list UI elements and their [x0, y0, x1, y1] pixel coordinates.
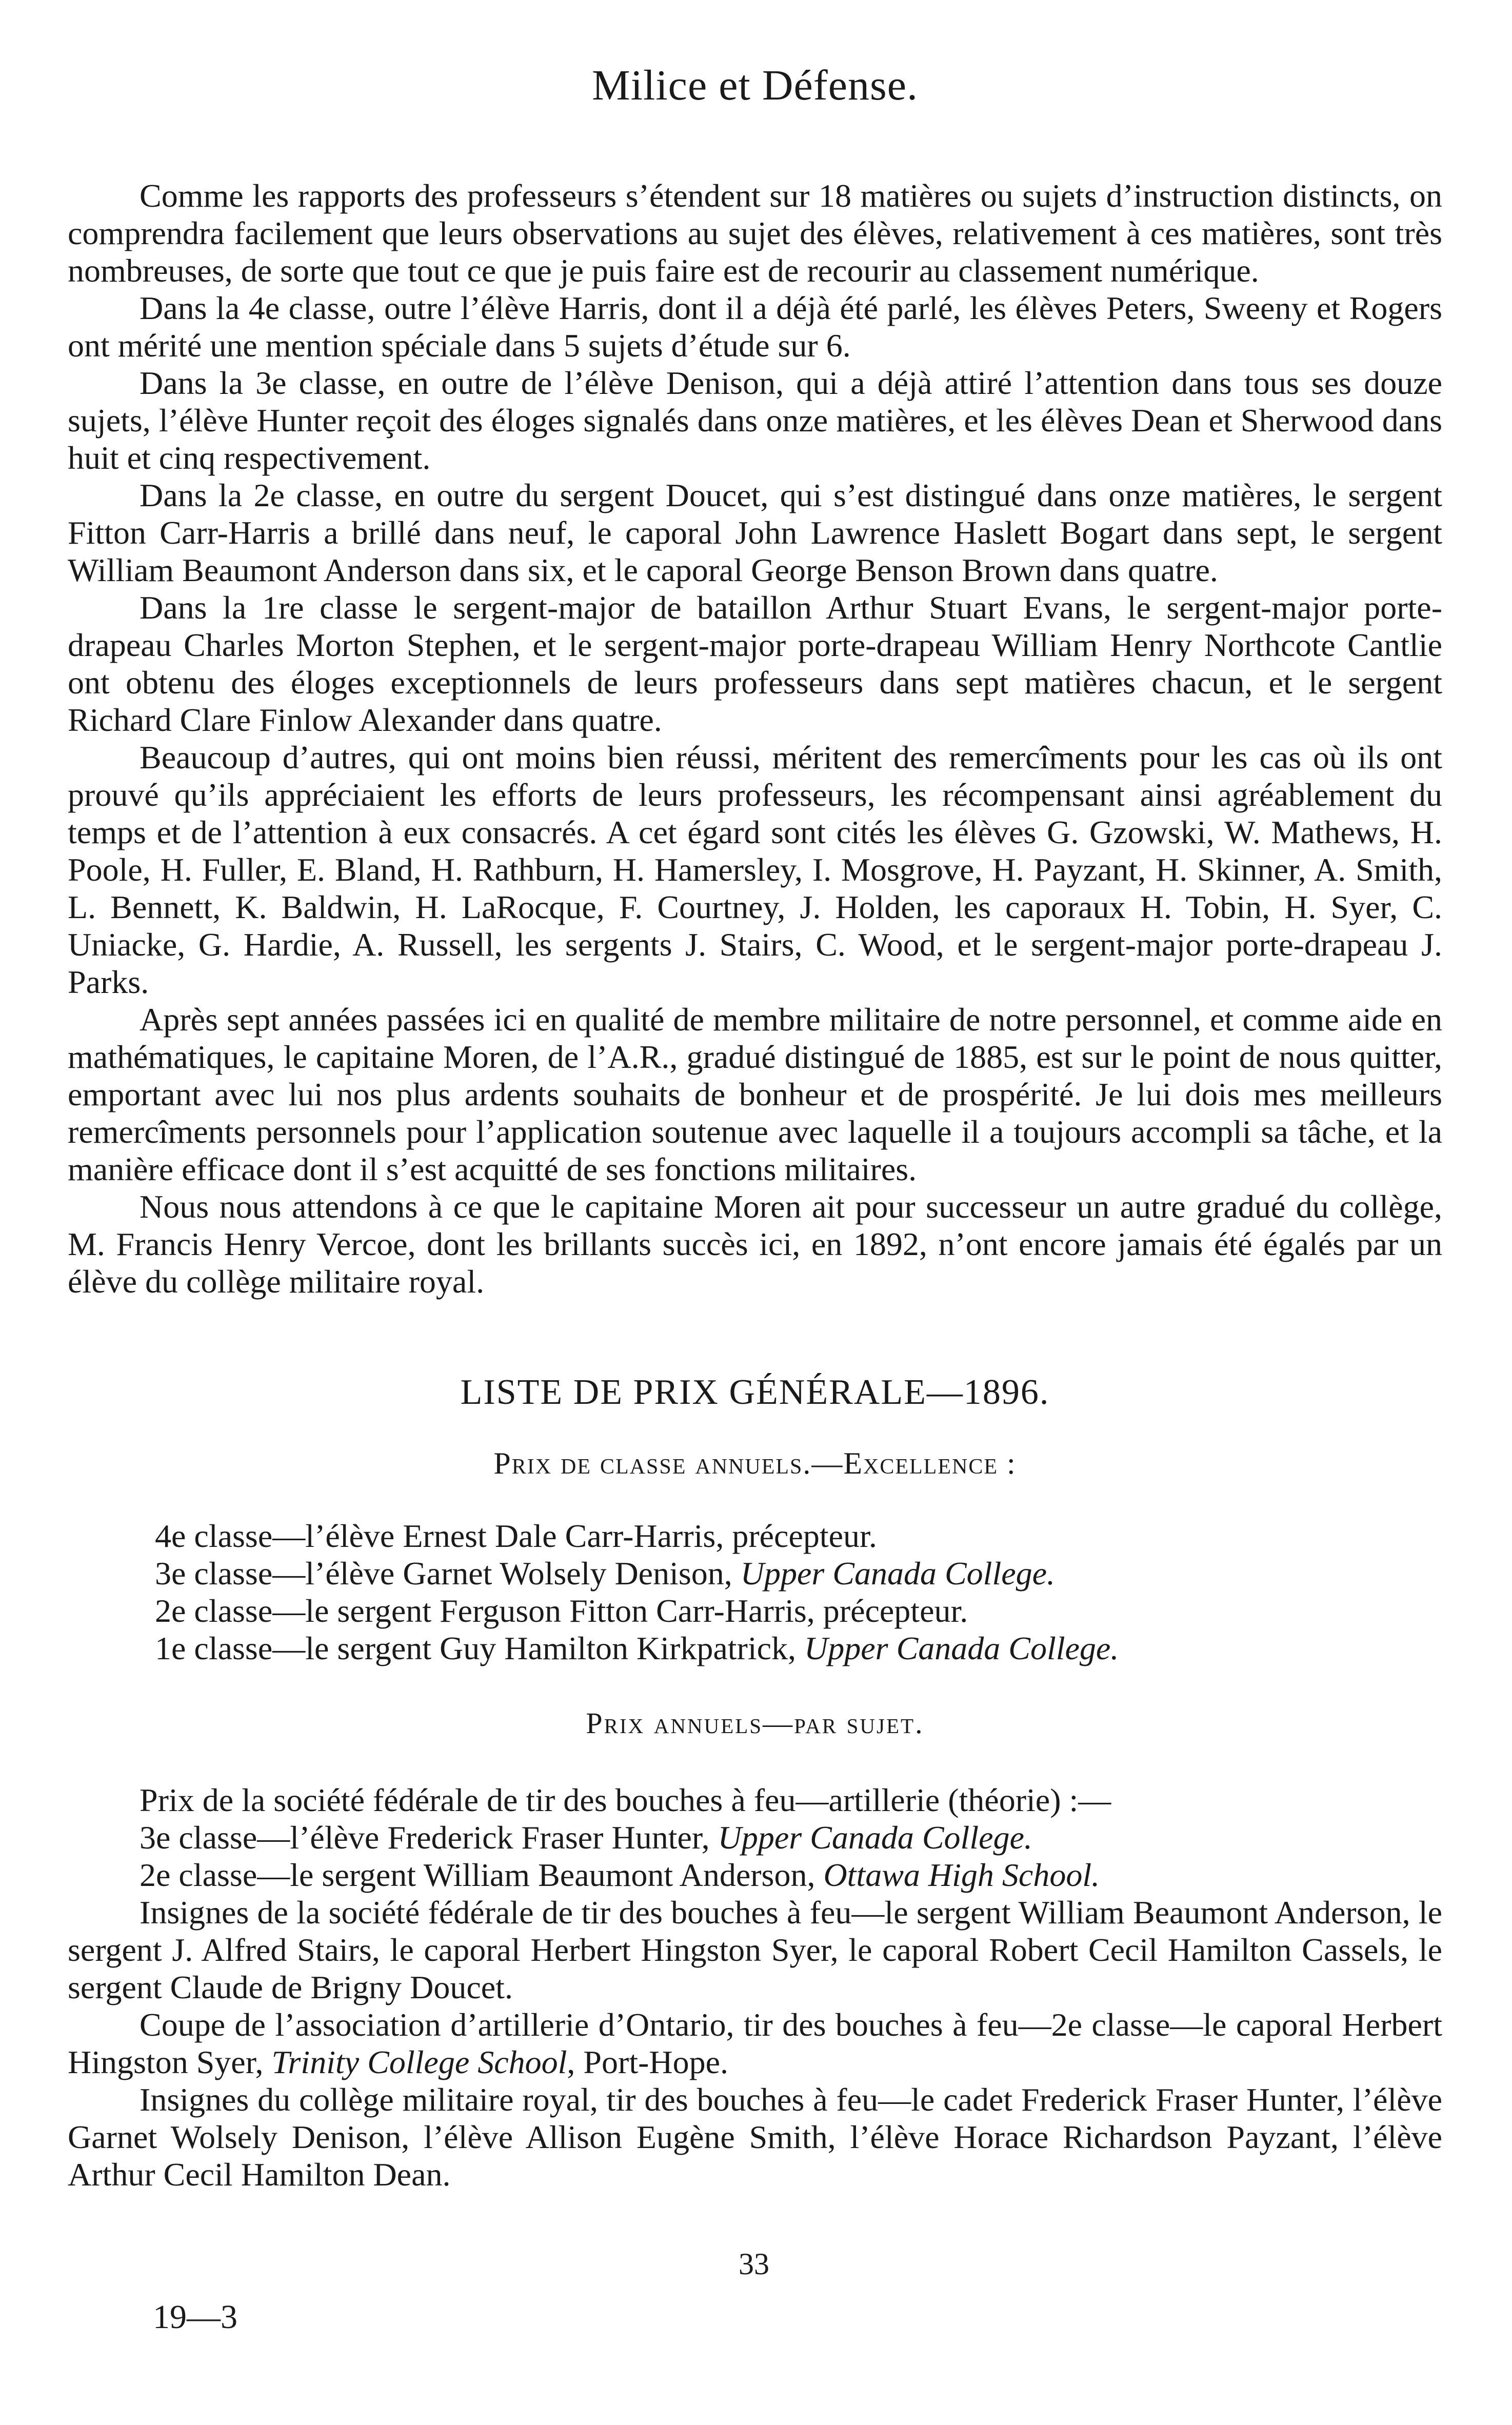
list-item: 3e classe—l’élève Garnet Wolsely Denison, Upper Canada College. [155, 1555, 1056, 1592]
class-prize-list [68, 1517, 1442, 1667]
paragraph: 2e classe—le sergent William Beaumont Anderson, Ottawa High School. [140, 1857, 1100, 1893]
signature-mark: 19—3 [153, 2298, 237, 2336]
school-name: Upper Canada College. [718, 1819, 1032, 1856]
subheading-subject-prizes: Prix annuels—par sujet. [586, 1706, 924, 1740]
list-item: 4e classe—l’élève Ernest Dale Carr-Harris, précepteur. [155, 1518, 877, 1554]
paragraph: Insignes de la société fédérale de tir des bouches à feu—le sergent William Beaumont Anderson, le sergent J. Alfred Stairs, le caporal Herbert Hingston Syer, le caporal Robert Cecil Hamilton Cassels, le sergent Claude de Brigny Doucet. [68, 1894, 1442, 2005]
list-item: 1e classe—le sergent Guy Hamilton Kirkpatrick, Upper Canada College. [155, 1630, 1119, 1666]
page-number: 33 [739, 2247, 769, 2281]
paragraph: Insignes du collège militaire royal, tir des bouches à feu—le cadet Frederick Fraser Hunter, l’élève Garnet Wolsely Denison, l’élève Allison Eugène Smith, l’élève Horace Richardson Payzant, l’élève Arthur Cecil Hamilton Dean. [68, 2081, 1442, 2193]
document-page [68, 31, 1442, 2193]
page-title: Milice et Défense. [591, 62, 919, 109]
paragraph: Dans la 4e classe, outre l’élève Harris, dont il a déjà été parlé, les élèves Peters, Sweeny et Rogers ont mérité une mention spéciale dans 5 sujets d’étude sur 6. [68, 290, 1442, 364]
school-name: Upper Canada College. [740, 1555, 1056, 1592]
section-title: LISTE DE PRIX GÉNÉRALE—1896. [460, 1373, 1050, 1412]
paragraph: Nous nous attendons à ce que le capitaine Moren ait pour successeur un autre gradué du collège, M. Francis Henry Vercoe, dont les brillants succès ici, en 1892, n’ont encore jamais été égalés par un élève du collège militaire royal. [68, 1188, 1442, 1300]
body-text [68, 177, 1442, 1300]
paragraph: Prix de la société fédérale de tir des bouches à feu—artillerie (théorie) :— [140, 1782, 1111, 1818]
school-name: Ottawa High School. [823, 1857, 1100, 1893]
paragraph: Dans la 2e classe, en outre du sergent Doucet, qui s’est distingué dans onze matières, le sergent Fitton Carr-Harris a brillé dans neuf, le caporal John Lawrence Haslett Bogart dans sept, le sergent William Beaumont Anderson dans six, et le caporal George Benson Brown dans quatre. [68, 477, 1442, 588]
subject-prizes [68, 1781, 1442, 2193]
list-item: 2e classe—le sergent Ferguson Fitton Carr-Harris, précepteur. [155, 1593, 968, 1629]
paragraph: Beaucoup d’autres, qui ont moins bien réussi, méritent des remercîments pour les cas où ils ont prouvé qu’ils appréciaient les efforts de leurs professeurs, les récompensant ainsi agréablement du temps et de l’attention à eux consacrés. A cet égard sont cités les élèves G. Gzowski, W. Mathews, H. Poole, H. Fuller, E. Bland, H. Rathburn, H. Hamersley, I. Mosgrove, H. Payzant, H. Skinner, A. Smith, L. Bennett, K. Baldwin, H. LaRocque, F. Courtney, J. Holden, les caporaux H. Tobin, H. Syer, C. Uniacke, G. Hardie, A. Russell, les sergents J. Stairs, C. Wood, et le sergent-major porte-drapeau J. Parks. [68, 739, 1442, 1000]
paragraph: Après sept années passées ici en qualité de membre militaire de notre personnel, et comme aide en mathématiques, le capitaine Moren, de l’A.R., gradué distingué de 1885, est sur le point de nous quitter, emportant avec lui nos plus ardents souhaits de bonheur et de prospérité. Je lui dois mes meilleurs remercîments personnels pour l’application soutenue avec laquelle il a toujours accompli sa tâche, et la manière efficace dont il s’est acquitté de ses fonctions militaires. [68, 1001, 1442, 1187]
paragraph: Comme les rapports des professeurs s’étendent sur 18 matières ou sujets d’instruction distincts, on comprendra facilement que leurs observations au sujet des élèves, relativement à ces matières, sont très nombreuses, de sorte que tout ce que je puis faire est de recourir au classement numérique. [68, 177, 1442, 289]
school-name: Upper Canada College. [804, 1630, 1119, 1666]
subheading-class-prizes: Prix de classe annuels.—Excellence : [493, 1446, 1017, 1480]
paragraph: Dans la 3e classe, en outre de l’élève Denison, qui a déjà attiré l’attention dans tous ses douze sujets, l’élève Hunter reçoit des éloges signalés dans onze matières, et les élèves Dean et Sherwood dans huit et cinq respectivement. [68, 365, 1442, 476]
paragraph: 3e classe—l’élève Frederick Fraser Hunter, Upper Canada College. [140, 1819, 1032, 1856]
paragraph: Coupe de l’association d’artillerie d’Ontario, tir des bouches à feu—2e classe—le caporal Herbert Hingston Syer, Trinity College School, Port-Hope. [68, 2006, 1442, 2080]
school-name: Trinity College School [271, 2044, 567, 2080]
paragraph: Dans la 1re classe le sergent-major de bataillon Arthur Stuart Evans, le sergent-major porte-drapeau Charles Morton Stephen, et le sergent-major porte-drapeau William Henry Northcote Cantlie ont obtenu des éloges exceptionnels de leurs professeurs dans sept matières chacun, et le sergent Richard Clare Finlow Alexander dans quatre. [68, 589, 1442, 738]
